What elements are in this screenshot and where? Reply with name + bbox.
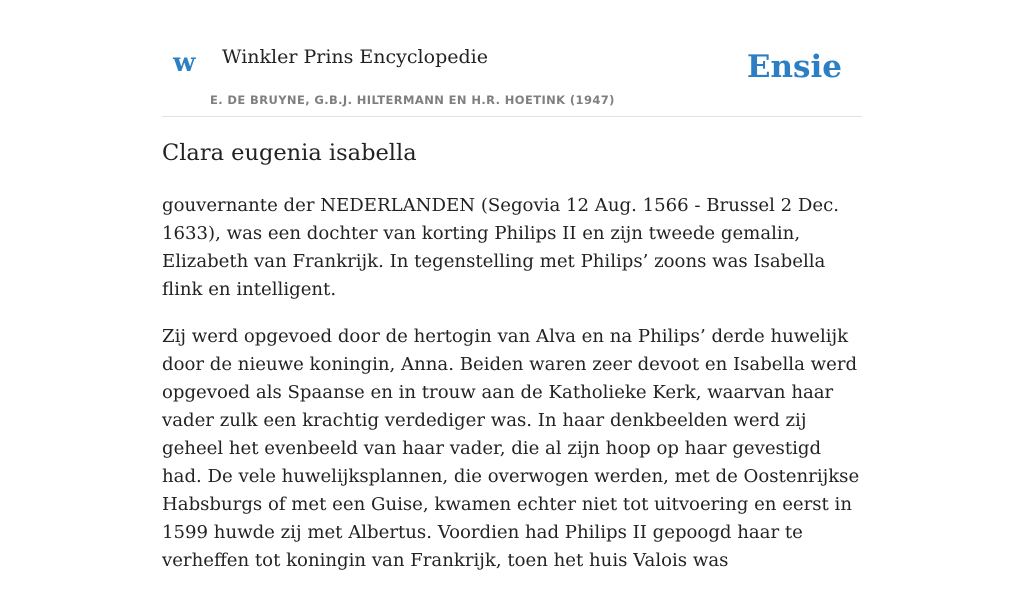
source-title-link[interactable]: Winkler Prins Encyclopedie — [222, 46, 488, 68]
entry-paragraph: Zij werd opgevoed door de hertogin van Alva en na Philips’ derde huwelijk door de nieuwe koningin, Anna. Beiden waren zeer devoot en Isabella werd opgevoed als Spaanse en in trouw aan de Katholieke Kerk, waarvan haar vader zulk een krachtig verdediger was. In haar denkbeelden werd zij geheel het evenbeeld van haar vader, die al zijn hoop op haar gevestigd had. De vele huwelijksplannen, die overwogen werden, met de Oostenrijkse Habsburgs of met een Guise, kwamen echter niet tot uitvoering en eerst in 1599 huwde zij met Albertus. Voordien had Philips II gepoogd haar te verheffen tot koningin van Frankrijk, toen het huis Valois was — [162, 326, 860, 571]
site-header — [162, 0, 862, 117]
source-authors: E. DE BRUYNE, G.B.J. HILTERMANN EN H.R. HOETINK (1947) — [210, 93, 615, 107]
ensie-brand-logo[interactable]: Ensie — [746, 49, 842, 85]
source-logo-icon[interactable]: w — [173, 48, 196, 78]
entry-body — [162, 192, 862, 594]
entry-title: Clara eugenia isabella — [162, 140, 417, 166]
page — [162, 0, 862, 571]
entry-paragraph: gouvernante der NEDERLANDEN (Segovia 12 Aug. 1566 - Brussel 2 Dec. 1633), was een dochter van korting Philips II en zijn tweede gemalin, Elizabeth van Frankrijk. In tegenstelling met Philips’ zoons was Isabella flink en intelligent. — [162, 195, 840, 300]
